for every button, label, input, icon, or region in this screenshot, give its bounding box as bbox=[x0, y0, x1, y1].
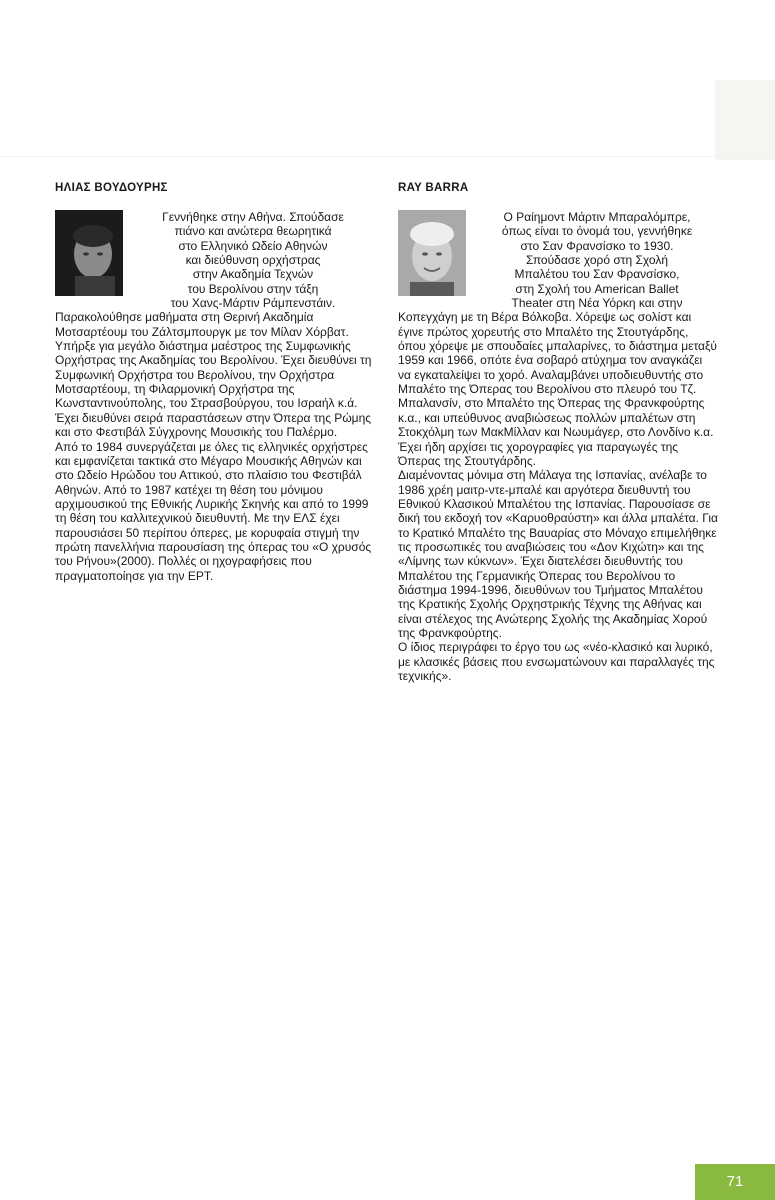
page-number: 71 bbox=[695, 1164, 775, 1200]
divider bbox=[0, 156, 775, 157]
background-shade bbox=[715, 80, 775, 160]
bio-line: Ο Ραίημοντ Μάρτιν Μπαραλόμπρε, bbox=[503, 210, 691, 224]
bio-line: στην Ακαδημία Τεχνών bbox=[192, 267, 314, 282]
bio-line: του Βερολίνου στην τάξη bbox=[187, 281, 319, 296]
bio-paragraph: Διαμένοντας μόνιμα στη Μάλαγα της Ισπανίας, ανέλαβε το 1986 χρέη μαιτρ-ντε-μπαλέ και αργότερα διευθυντή του Εθνικού Κλασικού Μπαλέτου της Ισπανίας. Παρουσίασε σε δική του εκδοχή τον «Καρυοθραύστη» και άλλα μπαλέτα. Για το Κρατικό Μπαλέτο της Βαυαρίας στο Μόναχο επιμελήθηκε τις προσωπικές του αναβιώσεις του «Δον Κιχώτη» και της «Λίμνης των κύκνων». Έχει διατελέσει διευθυντής του Μπαλέτου της Γερμανικής Όπερας του Βερολίνου το διάστημα 1994-1996, διευθύνων του Τμήματος Μπαλέτου της Κρατικής Σχολής Ορχηστρικής Τέχνης της Αθήνας και είναι στέλεχος της Ανώτερης Σχολής της Ακαδημίας Χορού της Φρανκφούρτης. bbox=[398, 468, 718, 640]
bio-line: Μπαλέτου του Σαν Φρανσίσκο, bbox=[514, 267, 680, 282]
bio-right bbox=[398, 180, 718, 683]
bio-line: Σπούδασε χορό στη Σχολή bbox=[525, 253, 669, 268]
bio-name: ΗΛΙΑΣ ΒΟΥΔΟΥΡΗΣ bbox=[55, 182, 168, 194]
bio-paragraph: Παρακολούθησε μαθήματα στη Θερινή Ακαδημία Μοτσαρτέουμ του Ζάλτσμπουργκ με τον Μίλαν Χόρβατ. Υπήρξε για μεγάλο διάστημα μαέστρος της Συμφωνικής Ορχήστρας της Ακαδημίας του Βερολίνου. Έχει διευθύνει τη Συμφωνική Ορχήστρα του Βερολίνου, την Ορχήστρα Μοτσαρτέουμ, τη Φιλαρμονική Ορχήστρα της Κωνσταντινούπολης, του Στρασβούργου, του Ισραήλ κ.ά. Έχει διευθύνει σειρά παραστάσεων στην Όπερα της Ρώμης και στο Φεστιβάλ Σύγχρονης Μουσικής του Παλέρμο. bbox=[55, 310, 372, 440]
bio-line: όπως είναι το όνομά του, γεννήθηκε bbox=[501, 224, 693, 239]
bio-paragraph: Από το 1984 συνεργάζεται με όλες τις ελληνικές ορχήστρες και εμφανίζεται τακτικά στο Μέγαρο Μουσικής Αθηνών και στο Ωδείο Ηρώδου του Αττικού, στο πλαίσιο του Φεστιβάλ Αθηνών. Από το 1987 κατέχει τη θέση του μόνιμου αρχιμουσικού της Εθνικής Λυρικής Σκηνής και από το 1999 τη θέση του καλλιτεχνικού διευθυντή. Με την ΕΛΣ έχει παρουσιάσει 50 περίπου όπερες, με κορυφαία στιγμή την πρώτη πανελλήνια παρουσίαση της όπερας του «Ο χρυσός του Ρήνου»(2000). Πολλές οι ηχογραφήσεις που πραγματοποίησε για την ΕΡΤ. bbox=[55, 439, 372, 583]
bio-line: Theater στη Νέα Υόρκη και στην bbox=[511, 296, 683, 311]
bio-line: Γεννήθηκε στην Αθήνα. Σπούδασε bbox=[162, 210, 344, 224]
bio-line: στο Σαν Φρανσίσκο το 1930. bbox=[520, 238, 674, 253]
portrait-photo-icon bbox=[55, 210, 123, 296]
bio-line: και διεύθυνση ορχήστρας bbox=[185, 253, 321, 268]
bio-line: στο Ελληνικό Ωδείο Αθηνών bbox=[178, 238, 328, 253]
bio-paragraph: Κοπεγχάγη με τη Βέρα Βόλκοβα. Χόρεψε ως σολίστ και έγινε πρώτος χορευτής στο Μπαλέτο της Στουτγάρδης, όπου χόρεψε με σπουδαίες μπαλαρίνες, το διάστημα μεταξύ 1959 και 1966, οπότε ένα σοβαρό ατύχημα τον αναγκάζει να εγκαταλείψει το χορό. Αναλαμβάνει υποδιευθυντής στο Μπαλέτο της Όπερας του Βερολίνου στο πλευρό του Τζ. Μπαλανσίν, στο Μπαλέτο της Όπερας της Φρανκφούρτης κ.α., και υπεύθυνος αναβιώσεως πολλών μπαλέτων στη Στοκχόλμη των ΜακΜίλλαν και Νωυμάγερ, στο Λονδίνο κ.α. Έχει ήδη αρχίσει τις χορογραφίες για παραγωγές της Όπερας της Στουτγάρδης. bbox=[398, 310, 717, 468]
bio-left bbox=[55, 180, 373, 583]
bio-name: RAY BARRA bbox=[398, 182, 469, 194]
bio-paragraph: Ο ίδιος περιγράφει το έργο του ως «νέο-κλασικό και λυρικό, με κλασικές βάσεις που ενσωματώνουν και παραλλαγές της τεχνικής». bbox=[398, 640, 715, 683]
bio-line: στη Σχολή του American Ballet bbox=[515, 281, 679, 296]
portrait-photo-icon bbox=[398, 210, 466, 296]
bio-line: πιάνο και ανώτερα θεωρητικά bbox=[174, 224, 332, 239]
bio-line: του Χανς-Μάρτιν Ράμπενστάιν. bbox=[170, 296, 336, 311]
